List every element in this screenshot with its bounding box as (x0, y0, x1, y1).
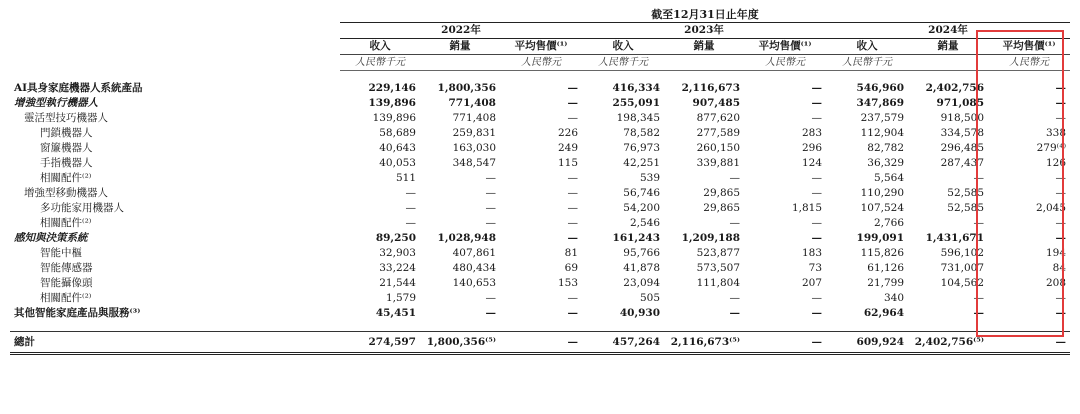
row-label: 多功能家用機器人 (40, 202, 124, 214)
year-2024-header: 2024年 (826, 23, 1070, 39)
row-value: 161,243 (612, 232, 661, 244)
row-value: 274,597 (340, 332, 420, 354)
row-value: 877,620 (696, 112, 741, 124)
row-value: 2,116,673 (681, 82, 741, 94)
row-value: 539 (639, 172, 661, 184)
row-value: 596,102 (940, 247, 985, 259)
row-value: — (567, 172, 579, 184)
row-value: 32,903 (379, 247, 416, 259)
row-value: 40,930 (619, 307, 661, 319)
row-value: 69 (564, 262, 579, 274)
row-value: 1,028,948 (437, 232, 496, 244)
row-value: — (1055, 217, 1067, 229)
table-caption: 截至12月31日止年度 (651, 8, 759, 21)
currency-price-label: 人民幣元 (988, 55, 1070, 71)
table-row (10, 216, 1070, 231)
row-value: 1,800,356⁽⁵⁾ (420, 332, 500, 354)
revenue-header: 收入 (826, 39, 908, 55)
row-value: — (973, 172, 985, 184)
row-value: 107,524 (860, 202, 905, 214)
row-value: — (811, 82, 823, 94)
table-row (10, 126, 1070, 141)
currency-price-label: 人民幣元 (744, 55, 826, 71)
year-2023-header: 2023年 (582, 23, 826, 39)
row-value: 573,507 (696, 262, 741, 274)
row-value: 183 (801, 247, 823, 259)
row-value: 1,431,671 (925, 232, 985, 244)
revenue-sales-table (10, 22, 1070, 355)
row-value: 139,896 (372, 112, 416, 124)
row-value: 111,804 (696, 277, 741, 289)
row-value: 40,053 (379, 157, 416, 169)
row-value: 771,408 (452, 112, 496, 124)
row-value: — (811, 97, 823, 109)
row-value: 78,582 (623, 127, 661, 139)
row-value: 21,544 (379, 277, 416, 289)
table-row (10, 81, 1070, 96)
row-value: 229,146 (368, 82, 416, 94)
row-value: 163,030 (452, 142, 496, 154)
row-value: 199,091 (856, 232, 905, 244)
row-value: 287,437 (940, 157, 985, 169)
row-value: — (811, 232, 823, 244)
row-value: — (567, 202, 579, 214)
row-value: 259,831 (452, 127, 496, 139)
row-value: 279⁽⁴⁾ (1036, 142, 1067, 154)
row-value: — (485, 187, 496, 199)
row-value: — (973, 307, 985, 319)
table-row (10, 186, 1070, 201)
volume-header: 銷量 (420, 39, 500, 55)
volume-header: 銷量 (664, 39, 744, 55)
row-value: 249 (557, 142, 579, 154)
row-value: — (811, 307, 823, 319)
table-row (10, 276, 1070, 291)
row-label: 相關配件⁽²⁾ (40, 172, 92, 184)
row-value: 82,782 (867, 142, 905, 154)
table-row (10, 231, 1070, 246)
row-value: 104,562 (940, 277, 985, 289)
row-value: 5,564 (873, 172, 905, 184)
row-value: 139,896 (368, 97, 416, 109)
row-value: 29,865 (703, 187, 741, 199)
row-value: 609,924 (826, 332, 908, 354)
row-value: 110,290 (860, 187, 905, 199)
row-value: — (811, 217, 823, 229)
row-value: — (811, 292, 823, 304)
row-label: 門鎖機器人 (40, 127, 93, 139)
row-value: 1,800,356 (437, 82, 496, 94)
row-value: 33,224 (379, 262, 416, 274)
row-value: 407,861 (452, 247, 496, 259)
row-label: 增強型移動機器人 (24, 187, 108, 199)
row-value: 45,451 (375, 307, 416, 319)
row-value: 115,826 (860, 247, 905, 259)
row-label: 相關配件⁽²⁾ (40, 217, 92, 229)
row-value: 283 (801, 127, 823, 139)
row-label: 其他智能家庭產品與服務⁽³⁾ (14, 307, 141, 319)
currency-price-label: 人民幣元 (500, 55, 582, 71)
row-value: 260,150 (696, 142, 741, 154)
row-label: 靈活型技巧機器人 (24, 112, 108, 124)
row-value: 416,334 (612, 82, 661, 94)
row-value: 36,329 (867, 157, 905, 169)
currency-row (10, 55, 1070, 71)
row-value: 918,500 (940, 112, 985, 124)
row-value: 29,865 (703, 202, 741, 214)
row-value: 457,264 (582, 332, 664, 354)
row-value: 2,045 (1035, 202, 1067, 214)
row-value: 207 (801, 277, 823, 289)
row-value: 731,007 (940, 262, 985, 274)
row-value: — (567, 82, 579, 94)
row-value: 226 (557, 127, 579, 139)
row-value: 52,585 (947, 187, 985, 199)
row-label: 智能攝像頭 (40, 277, 93, 289)
row-value: — (1055, 292, 1067, 304)
row-value: 334,578 (940, 127, 985, 139)
row-value: — (811, 187, 823, 199)
revenue-header: 收入 (340, 39, 420, 55)
row-value: — (729, 292, 741, 304)
asp-header: 平均售價⁽¹⁾ (988, 39, 1070, 55)
row-value: — (1055, 307, 1067, 319)
sub-header-row (10, 39, 1070, 55)
currency-label: 人民幣千元 (826, 55, 908, 71)
row-value: 76,973 (623, 142, 661, 154)
row-value: 771,408 (448, 97, 496, 109)
row-value: 255,091 (612, 97, 661, 109)
row-value: 112,904 (860, 127, 905, 139)
table-row (10, 111, 1070, 126)
row-value: — (405, 187, 416, 199)
row-value: 198,345 (616, 112, 661, 124)
row-value: 348,547 (452, 157, 496, 169)
currency-label: 人民幣千元 (582, 55, 664, 71)
table-row (10, 156, 1070, 171)
row-value: 505 (639, 292, 661, 304)
row-value: 140,653 (452, 277, 496, 289)
row-value: 296,485 (940, 142, 985, 154)
row-value: 511 (395, 172, 416, 184)
row-value: 84 (1052, 262, 1067, 274)
currency-label: 人民幣千元 (340, 55, 420, 71)
row-value: 546,960 (856, 82, 905, 94)
row-value: 52,585 (947, 202, 985, 214)
row-label: 感知與決策系統 (14, 232, 88, 244)
row-value: — (1055, 97, 1067, 109)
table-row (10, 261, 1070, 276)
row-value: — (1055, 112, 1067, 124)
table-row (10, 141, 1070, 156)
row-value: 480,434 (452, 262, 496, 274)
row-label: 智能中樞 (40, 247, 82, 259)
row-value: 2,402,756 (925, 82, 985, 94)
row-value: — (744, 332, 826, 354)
row-value: — (485, 217, 496, 229)
row-value: 56,746 (623, 187, 661, 199)
asp-header: 平均售價⁽¹⁾ (500, 39, 582, 55)
row-value: 340 (883, 292, 905, 304)
row-label: 總計 (10, 332, 340, 354)
row-value: 907,485 (692, 97, 741, 109)
row-value: — (811, 112, 823, 124)
row-value: 296 (801, 142, 823, 154)
row-value: 115 (557, 157, 579, 169)
year-2022-header: 2022年 (340, 23, 582, 39)
row-value: 1,209,188 (681, 232, 741, 244)
row-value: — (485, 172, 496, 184)
total-row (10, 332, 1070, 354)
row-value: — (405, 202, 416, 214)
table-row (10, 96, 1070, 111)
table-row (10, 306, 1070, 321)
row-value: — (1055, 82, 1067, 94)
row-value: 277,589 (696, 127, 741, 139)
row-value: 21,799 (867, 277, 905, 289)
row-value: 62,964 (863, 307, 905, 319)
row-value: 347,869 (856, 97, 905, 109)
row-value: 81 (564, 247, 579, 259)
row-value: 339,881 (696, 157, 741, 169)
row-value: 2,546 (629, 217, 661, 229)
row-label: AI具身家庭機器人系統產品 (14, 82, 143, 94)
row-value: 2,766 (873, 217, 905, 229)
row-label: 手指機器人 (40, 157, 93, 169)
row-value: — (485, 292, 496, 304)
row-value: 153 (557, 277, 579, 289)
row-value: 61,126 (867, 262, 905, 274)
row-value: 2,116,673⁽⁵⁾ (664, 332, 744, 354)
row-value: 40,643 (379, 142, 416, 154)
row-value: 73 (808, 262, 823, 274)
row-value: 237,579 (860, 112, 905, 124)
row-value: 971,085 (936, 97, 985, 109)
row-value: — (485, 307, 496, 319)
revenue-header: 收入 (582, 39, 664, 55)
row-value: 338 (1046, 127, 1067, 139)
table-row (10, 291, 1070, 306)
row-value: — (567, 232, 579, 244)
row-value: — (500, 332, 582, 354)
year-header-row (10, 23, 1070, 39)
row-label: 相關配件⁽²⁾ (40, 292, 92, 304)
row-value: — (811, 172, 823, 184)
table-row (10, 171, 1070, 186)
row-value: — (973, 292, 985, 304)
row-label: 增強型執行機器人 (14, 97, 98, 109)
row-value: 89,250 (375, 232, 416, 244)
asp-header: 平均售價⁽¹⁾ (744, 39, 826, 55)
row-value: — (729, 217, 741, 229)
row-value: 1,579 (385, 292, 416, 304)
volume-header: 銷量 (908, 39, 988, 55)
row-value: 23,094 (623, 277, 661, 289)
row-value: — (567, 112, 579, 124)
row-value: 1,815 (791, 202, 823, 214)
row-value: 126 (1046, 157, 1067, 169)
row-value: — (729, 172, 741, 184)
row-value: 523,877 (696, 247, 741, 259)
row-value: — (567, 187, 579, 199)
row-value: — (1055, 187, 1067, 199)
row-value: — (973, 217, 985, 229)
row-value: — (567, 217, 579, 229)
row-label: 智能傳感器 (40, 262, 93, 274)
row-value: 41,878 (623, 262, 661, 274)
row-value: — (567, 292, 579, 304)
row-value: — (1055, 232, 1067, 244)
row-value: 42,251 (623, 157, 661, 169)
row-value: 2,402,756⁽⁵⁾ (908, 332, 988, 354)
table-row (10, 201, 1070, 216)
row-value: — (567, 307, 579, 319)
row-value: — (567, 97, 579, 109)
row-value: 194 (1046, 247, 1067, 259)
row-value: — (485, 202, 496, 214)
row-value: 95,766 (623, 247, 661, 259)
row-label: 窗簾機器人 (40, 142, 93, 154)
row-value: — (988, 332, 1070, 354)
row-value: 124 (801, 157, 823, 169)
row-value: 54,200 (623, 202, 661, 214)
table-row (10, 246, 1070, 261)
row-value: — (1055, 172, 1067, 184)
row-value: 58,689 (379, 127, 416, 139)
row-value: 208 (1046, 277, 1067, 289)
row-value: — (729, 307, 741, 319)
row-value: — (405, 217, 416, 229)
